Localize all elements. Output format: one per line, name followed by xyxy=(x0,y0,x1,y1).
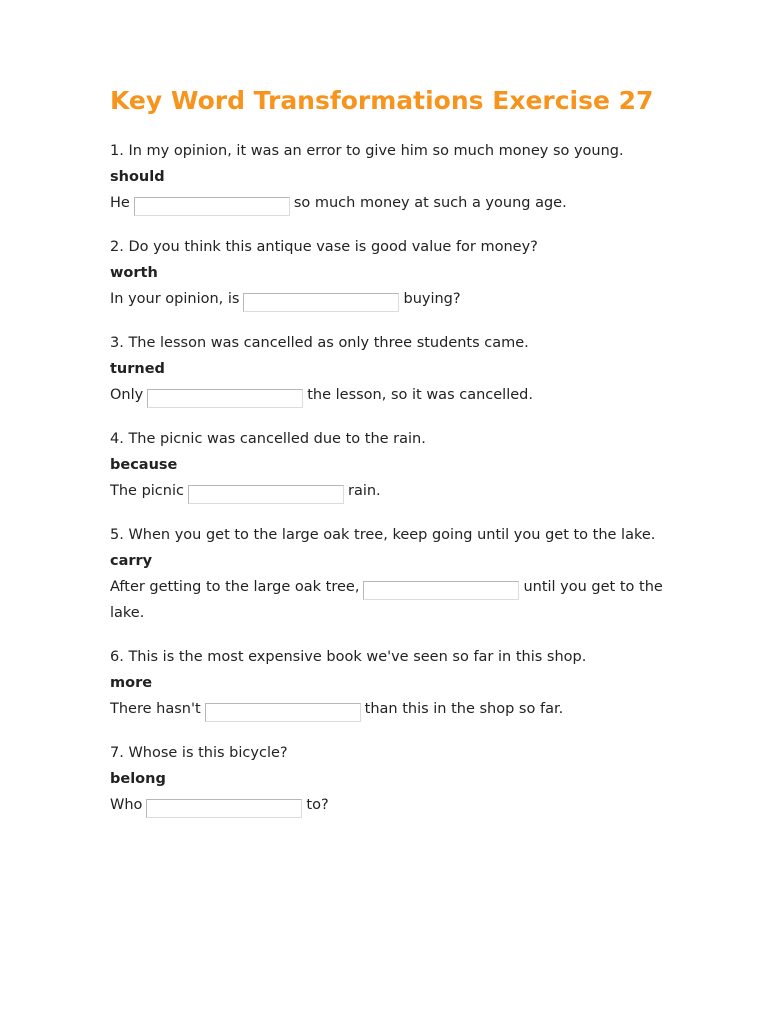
question-prompt: 6. This is the most expensive book we've seen so far in this shop. xyxy=(110,649,587,665)
question-4 xyxy=(110,426,670,504)
question-5 xyxy=(110,522,670,626)
sentence-start: There hasn't xyxy=(110,701,201,717)
sentence-start: Who xyxy=(110,797,143,813)
sentence-end: the lesson, so it was cancelled. xyxy=(307,387,533,403)
answer-input-5[interactable] xyxy=(363,581,519,600)
key-word: more xyxy=(110,675,153,691)
key-word: worth xyxy=(110,265,158,281)
sentence-end: than this in the shop so far. xyxy=(364,701,564,717)
page-title: Key Word Transformations Exercise 27 xyxy=(110,86,654,115)
sentence-start: He xyxy=(110,195,130,211)
answer-input-2[interactable] xyxy=(243,293,399,312)
key-word: carry xyxy=(110,553,153,569)
answer-input-7[interactable] xyxy=(146,799,302,818)
key-word: turned xyxy=(110,361,165,377)
answer-input-6[interactable] xyxy=(205,703,361,722)
answer-input-1[interactable] xyxy=(134,197,290,216)
exercise-page xyxy=(110,86,670,836)
question-prompt: 1. In my opinion, it was an error to give him so much money so young. xyxy=(110,143,624,159)
question-prompt: 2. Do you think this antique vase is good value for money? xyxy=(110,239,538,255)
key-word: should xyxy=(110,169,165,185)
answer-sentence xyxy=(110,382,670,408)
sentence-end: until you get to the lake. xyxy=(110,579,663,621)
question-6 xyxy=(110,644,670,722)
sentence-end: buying? xyxy=(403,291,461,307)
sentence-start: After getting to the large oak tree, xyxy=(110,579,360,595)
answer-sentence xyxy=(110,190,670,216)
sentence-end: to? xyxy=(306,797,329,813)
answer-sentence xyxy=(110,286,670,312)
question-7 xyxy=(110,740,670,818)
key-word: because xyxy=(110,457,178,473)
answer-input-4[interactable] xyxy=(188,485,344,504)
answer-input-3[interactable] xyxy=(147,389,303,408)
sentence-start: Only xyxy=(110,387,144,403)
sentence-start: The picnic xyxy=(110,483,184,499)
question-prompt: 4. The picnic was cancelled due to the rain. xyxy=(110,431,426,447)
answer-sentence xyxy=(110,696,670,722)
question-1 xyxy=(110,138,670,216)
answer-sentence xyxy=(110,792,670,818)
question-prompt: 5. When you get to the large oak tree, keep going until you get to the lake. xyxy=(110,527,656,543)
question-prompt: 3. The lesson was cancelled as only three students came. xyxy=(110,335,529,351)
question-2 xyxy=(110,234,670,312)
answer-sentence xyxy=(110,574,670,626)
sentence-start: In your opinion, is xyxy=(110,291,240,307)
sentence-end: so much money at such a young age. xyxy=(293,195,567,211)
question-3 xyxy=(110,330,670,408)
sentence-end: rain. xyxy=(347,483,381,499)
key-word: belong xyxy=(110,771,166,787)
question-prompt: 7. Whose is this bicycle? xyxy=(110,745,288,761)
answer-sentence xyxy=(110,478,670,504)
